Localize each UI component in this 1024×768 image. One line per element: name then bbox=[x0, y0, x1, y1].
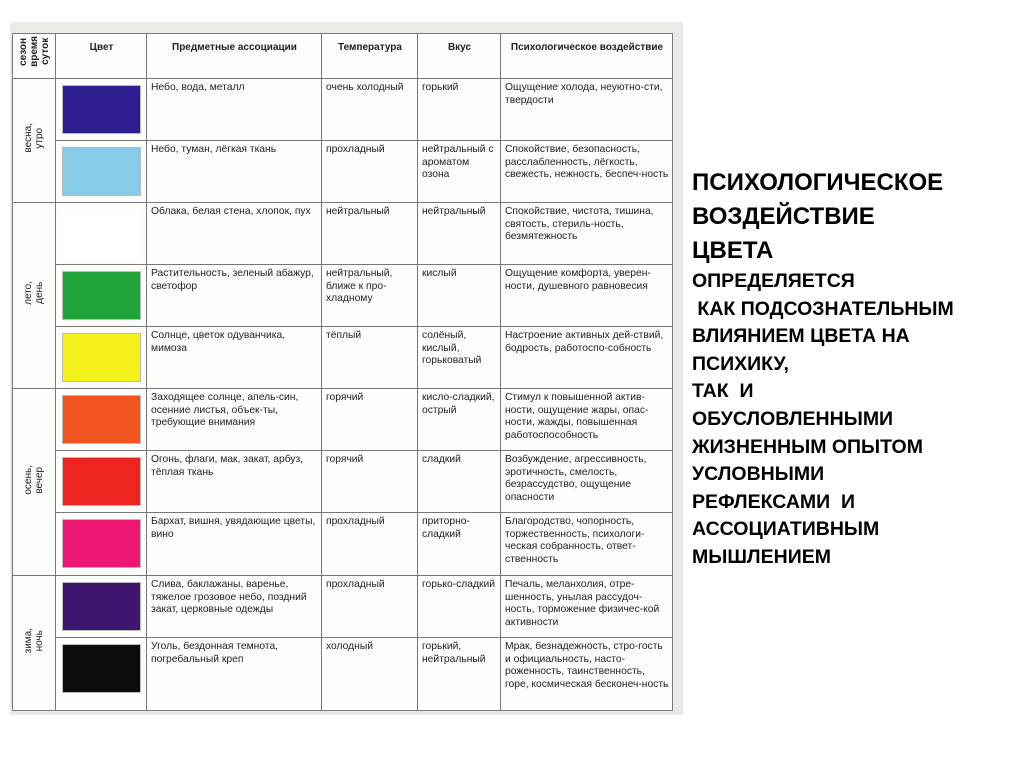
table-row bbox=[13, 265, 673, 327]
temperature-cell: нейтральный bbox=[322, 203, 418, 265]
header-color: Цвет bbox=[56, 34, 147, 79]
caption-line: КАК ПОДСОЗНАТЕЛЬНЫМ bbox=[692, 297, 954, 320]
season-spring: весна, утро bbox=[13, 79, 56, 203]
temperature-cell: нейтральный, ближе к про-хладному bbox=[322, 265, 418, 327]
season-autumn: осень, вечер bbox=[13, 389, 56, 576]
temperature-cell: прохладный bbox=[322, 141, 418, 203]
caption-line: ВОЗДЕЙСТВИЕ bbox=[692, 203, 875, 230]
header-taste: Вкус bbox=[418, 34, 501, 79]
color-swatch bbox=[62, 395, 141, 444]
psychological-cell: Возбуждение, агрессивность, эротичность, смелость, безрассудство, ощущение опасности bbox=[501, 451, 673, 513]
caption-line: ОБУСЛОВЛЕННЫМИ bbox=[692, 407, 894, 430]
caption-line: ТАК И bbox=[692, 380, 754, 403]
color-swatch bbox=[62, 271, 141, 320]
temperature-cell: горячий bbox=[322, 451, 418, 513]
table-row bbox=[13, 389, 673, 451]
taste-cell: нейтральный с ароматом озона bbox=[418, 141, 501, 203]
table-row bbox=[13, 513, 673, 576]
caption-line: МЫШЛЕНИЕМ bbox=[692, 545, 831, 568]
psychological-cell: Ощущение комфорта, уверен-ности, душевного равновесия bbox=[501, 265, 673, 327]
caption-line: ВЛИЯНИЕМ ЦВЕТА НА bbox=[692, 325, 910, 348]
table-row bbox=[13, 141, 673, 203]
associations-cell: Слива, баклажаны, варенье, тяжелое грозовое небо, поздний закат, церковные одежды bbox=[147, 576, 322, 638]
color-psychology-table bbox=[12, 33, 673, 711]
temperature-cell: тёплый bbox=[322, 327, 418, 389]
temperature-cell: холодный bbox=[322, 638, 418, 711]
table-header-row bbox=[13, 34, 673, 79]
taste-cell: сладкий bbox=[418, 451, 501, 513]
caption-line: ЦВЕТА bbox=[692, 237, 774, 264]
side-caption bbox=[692, 166, 1022, 572]
caption-line: АССОЦИАТИВНЫМ bbox=[692, 518, 880, 541]
associations-cell: Облака, белая стена, хлопок, пух bbox=[147, 203, 322, 265]
season-winter: зима, ночь bbox=[13, 576, 56, 711]
associations-cell: Небо, вода, металл bbox=[147, 79, 322, 141]
caption-line: УСЛОВНЫМИ bbox=[692, 463, 825, 486]
header-season: сезон время суток bbox=[13, 34, 56, 79]
color-swatch bbox=[62, 582, 141, 631]
associations-cell: Растительность, зеленый абажур, светофор bbox=[147, 265, 322, 327]
season-summer: лето, день bbox=[13, 203, 56, 389]
caption-line: ЖИЗНЕННЫМ ОПЫТОМ bbox=[692, 435, 923, 458]
psychological-cell: Мрак, безнадежность, стро-гость и официальность, насто-роженность, таинственность, горе, космическая бесконеч-ность bbox=[501, 638, 673, 711]
associations-cell: Заходящее солнце, апель-син, осенние листья, объек-ты, требующие внимания bbox=[147, 389, 322, 451]
associations-cell: Небо, туман, лёгкая ткань bbox=[147, 141, 322, 203]
psychological-cell: Ощущение холода, неуютно-сти, твердости bbox=[501, 79, 673, 141]
header-temperature: Температура bbox=[322, 34, 418, 79]
psychological-cell: Печаль, меланхолия, отре-шенность, унылая рассудоч-ность, торможение физичес-кой активности bbox=[501, 576, 673, 638]
associations-cell: Бархат, вишня, увядающие цветы, вино bbox=[147, 513, 322, 576]
table-row bbox=[13, 79, 673, 141]
taste-cell: нейтральный bbox=[418, 203, 501, 265]
caption-line: ПСИХОЛОГИЧЕСКОЕ bbox=[692, 169, 944, 196]
caption-line: ПСИХИКУ, bbox=[692, 352, 789, 375]
temperature-cell: прохладный bbox=[322, 513, 418, 576]
color-swatch bbox=[62, 457, 141, 506]
taste-cell: кисло-сладкий, острый bbox=[418, 389, 501, 451]
associations-cell: Уголь, бездонная темнота, погребальный креп bbox=[147, 638, 322, 711]
taste-cell: горький bbox=[418, 79, 501, 141]
table-row bbox=[13, 327, 673, 389]
psychological-cell: Стимул к повышенной актив-ности, ощущение жары, опас-ности, жажды, повышенная работоспособность bbox=[501, 389, 673, 451]
color-swatch bbox=[62, 209, 141, 258]
associations-cell: Солнце, цветок одуванчика, мимоза bbox=[147, 327, 322, 389]
color-swatch bbox=[62, 147, 141, 196]
associations-cell: Огонь, флаги, мак, закат, арбуз, тёплая ткань bbox=[147, 451, 322, 513]
psychological-cell: Спокойствие, безопасность, расслабленность, лёгкость, свежесть, нежность, беспеч-ность bbox=[501, 141, 673, 203]
taste-cell: кислый bbox=[418, 265, 501, 327]
taste-cell: горький, нейтральный bbox=[418, 638, 501, 711]
caption-line: РЕФЛЕКСАМИ И bbox=[692, 490, 856, 513]
table-row bbox=[13, 576, 673, 638]
taste-cell: приторно-сладкий bbox=[418, 513, 501, 576]
table-row bbox=[13, 638, 673, 711]
psychological-cell: Благородство, чопорность, торжественность, психологи-ческая собранность, ответ-ственность bbox=[501, 513, 673, 576]
psychological-cell: Спокойствие, чистота, тишина, святость, стериль-ность, безмятежность bbox=[501, 203, 673, 265]
color-swatch bbox=[62, 333, 141, 382]
temperature-cell: прохладный bbox=[322, 576, 418, 638]
color-swatch bbox=[62, 644, 141, 693]
table-row bbox=[13, 203, 673, 265]
taste-cell: солёный, кислый, горьковатый bbox=[418, 327, 501, 389]
color-swatch bbox=[62, 519, 141, 568]
color-swatch bbox=[62, 85, 141, 134]
header-associations: Предметные ассоциации bbox=[147, 34, 322, 79]
taste-cell: горько-сладкий bbox=[418, 576, 501, 638]
header-psychological: Психологическое воздействие bbox=[501, 34, 673, 79]
table-row bbox=[13, 451, 673, 513]
temperature-cell: очень холодный bbox=[322, 79, 418, 141]
temperature-cell: горячий bbox=[322, 389, 418, 451]
caption-line: ОПРЕДЕЛЯЕТСЯ bbox=[692, 270, 855, 292]
psychological-cell: Настроение активных дей-ствий, бодрость, работоспо-собность bbox=[501, 327, 673, 389]
